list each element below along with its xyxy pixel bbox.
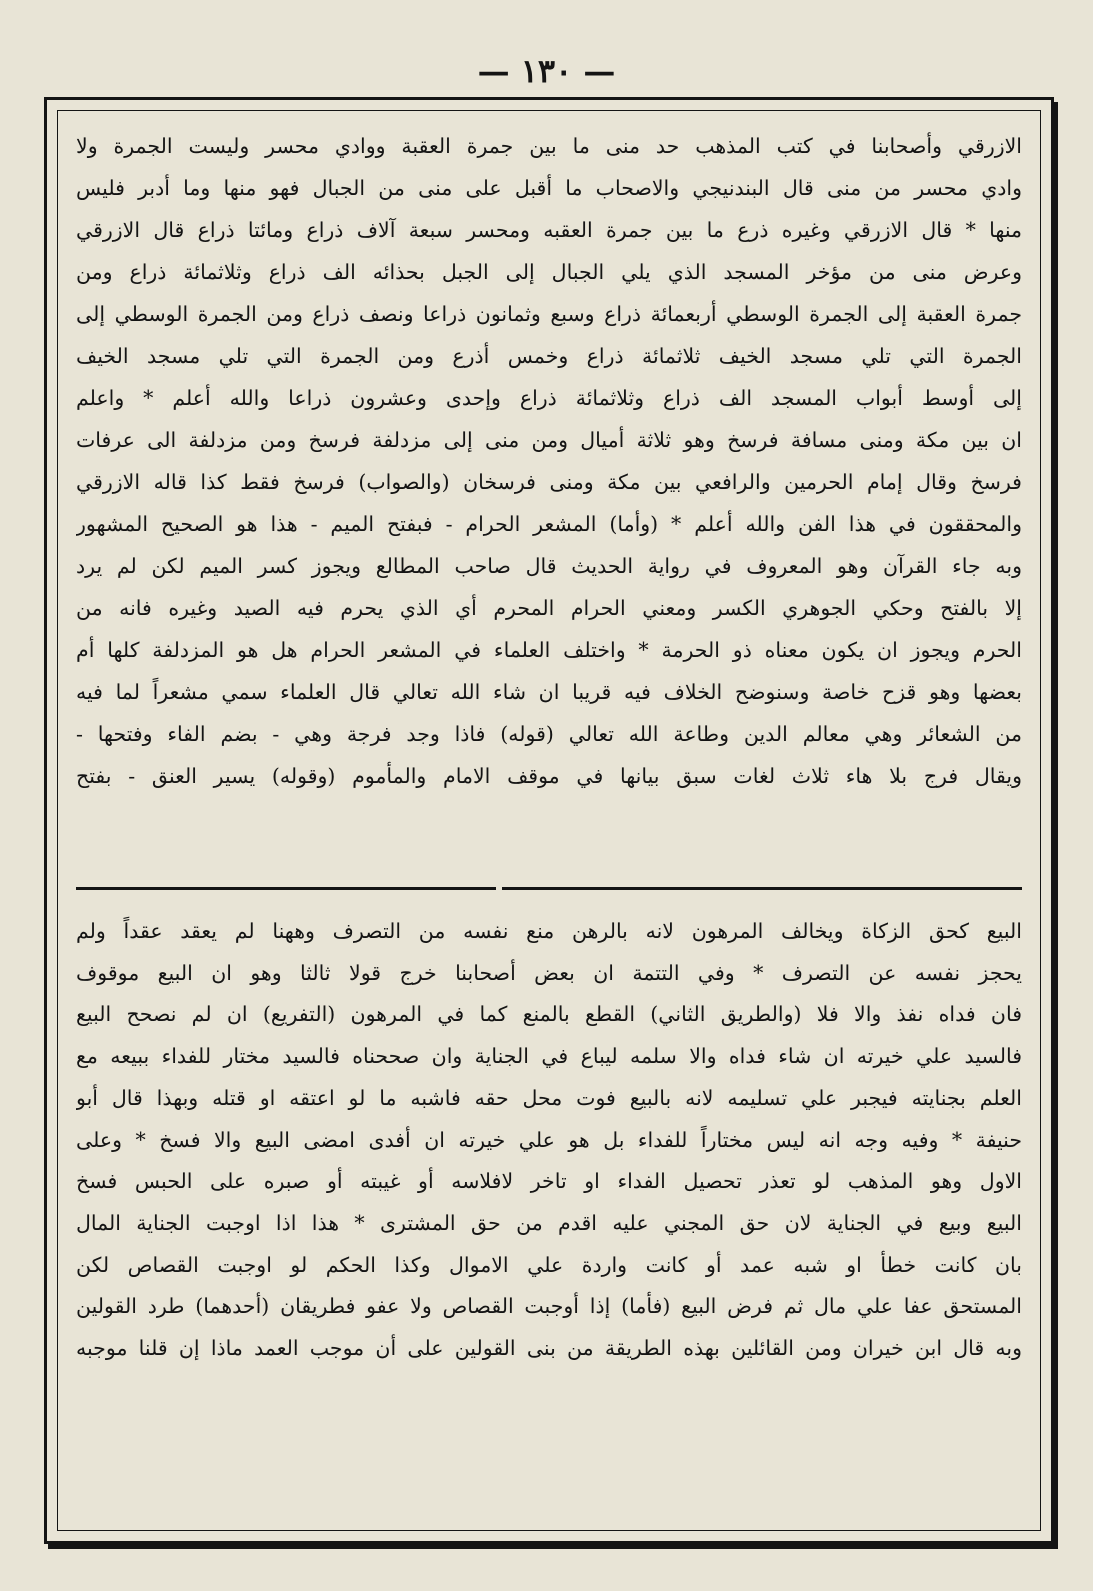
- text-line: فرسخ وقال إمام الحرمين والرافعي بين مكة ومنى فرسخان (والصواب) فرسخ فقط كذا قاله الازرقي: [76, 470, 1022, 494]
- text-line: الاول وهو المذهب لو تعذر تحصيل الفداء او تاخر لافلاسه أو غيبته أو صبره على الحبس فسخ: [76, 1169, 1022, 1194]
- text-line: بعضها وهو قزح خاصة وسنوضح الخلاف فيه قريبا ان شاء الله تعالي قال العلماء سمي مشعراً لما فيه: [76, 680, 1022, 704]
- inner-frame: [57, 110, 1041, 1531]
- text-line: منها * قال الازرقي وغيره ذرع ما بين جمرة العقبه ومحسر سبعة آلاف ذراع ومائتا ذراع قال الازرقي: [76, 218, 1022, 242]
- section-divider-left: [76, 887, 496, 890]
- text-line: إلا بالفتح وحكي الجوهري الكسر ومعني الحرام المحرم أي الذي يحرم فيه الصيد وغيره فانه من: [76, 596, 1022, 620]
- text-line: المستحق عفا علي مال ثم فرض البيع (فأما) إذا أوجبت القصاص ولا عفو فطريقان (أحدهما) طرد القولين: [76, 1294, 1022, 1319]
- text-line: جمرة العقبة إلى الجمرة الوسطي أربعمائة ذراع وسبع وثمانون ذراعا ونصف ذراع ومن الجمرة الوسطي إلى: [76, 302, 1022, 326]
- text-line: وبه قال ابن خيران ومن القائلين بهذه الطريقة من بنى القولين على أن موجب العمد ماذا إن قلنا موجبه: [76, 1336, 1022, 1361]
- text-line: يحجز نفسه عن التصرف * وفي التتمة ان بعض أصحابنا خرج قولا ثالثا وهو ان البيع موقوف: [76, 960, 1022, 985]
- text-line: ويقال فرج بلا هاء ثلاث لغات سبق بيانها في موقف الامام والمأموم (وقوله) يسير العنق - بفتح: [76, 764, 1022, 788]
- text-line: البيع كحق الزكاة ويخالف المرهون لانه بالرهن منع نفسه من التصرف وههنا لم يعقد عقداً ولم: [76, 919, 1022, 943]
- text-line: حنيفة * وفيه وجه انه ليس مختاراً للفداء بل هو علي خيرته ان أفدى امضى البيع والا فسخ * وعلى: [76, 1127, 1022, 1152]
- page-frame: [44, 97, 1054, 1544]
- text-line: وعرض منى من مؤخر المسجد الذي يلي الجبال إلى الجبل بحذائه الف ذراع وثلاثمائة ذراع ومن: [76, 260, 1022, 284]
- text-line: فان فداه نفذ والا فلا (والطريق الثاني) القطع بالمنع كما في المرهون (التفريع) ان لم نصحح البيع: [76, 1002, 1022, 1027]
- page-number: — ١٣٠ —: [477, 52, 616, 90]
- text-line: فالسيد علي خيرته ان شاء فداه والا سلمه ليباع في الجناية وان صححناه فالسيد مختار للفداء ببيعه مع: [76, 1044, 1022, 1069]
- matn-text: [76, 911, 1022, 1370]
- text-line: والمحققون في هذا الفن والله أعلم * (وأما) المشعر الحرام - فبفتح الميم - هذا هو الصحيح المشهور: [76, 512, 1022, 536]
- text-line: الجمرة التي تلي مسجد الخيف ثلاثمائة ذراع وخمس أذرع ومن الجمرة التي تلي مسجد الخيف: [76, 344, 1022, 368]
- text-line: وبه جاء القرآن وهو المعروف في رواية الحديث قال صاحب المطالع ويجوز كسر الميم لكن لم يرد: [76, 554, 1022, 578]
- text-line: من الشعائر وهي معالم الدين وطاعة الله تعالي (قوله) فاذا وجد فرجة وهي - بضم الفاء وفتحها -: [76, 722, 1022, 746]
- text-line: بان كانت خطأ او شبه عمد أو كانت واردة علي الاموال وكذا الحكم لو اوجبت القصاص لكن: [76, 1252, 1022, 1277]
- text-line: وادي محسر من منى قال البندنيجي والاصحاب ما أقبل على منى من الجبال فهو منها وما أدبر فليس: [76, 176, 1022, 200]
- text-line: الحرم ويجوز ان يكون معناه ذو الحرمة * واختلف العلماء في المشعر الحرام هل هو المزدلفة كلها أم: [76, 638, 1022, 662]
- commentary-text: [76, 125, 1022, 797]
- text-line: البيع وبيع في الجناية لان حق المجني عليه اقدم من حق المشترى * هذا اذا اوجبت الجناية المال: [76, 1210, 1022, 1235]
- text-line: ان بين مكة ومنى مسافة فرسخ وهو ثلاثة أميال ومن منى إلى مزدلفة فرسخ ومن مزدلفة الى عرفات: [76, 428, 1022, 452]
- section-divider-right: [502, 887, 1022, 890]
- text-line: العلم بجنايته فيجبر علي تسليمه لانه بالبيع فوت محل حقه فاشبه ما لو اعتقه او قتله وبهذا قال أبو: [76, 1085, 1022, 1110]
- text-line: إلى أوسط أبواب المسجد الف ذراع وثلاثمائة ذراع وإحدى وعشرون ذراعا والله أعلم * واعلم: [76, 386, 1022, 410]
- text-line: الازرقي وأصحابنا في كتب المذهب حد منى ما بين جمرة العقبة ووادي محسر وليست الجمرة ولا: [76, 134, 1022, 158]
